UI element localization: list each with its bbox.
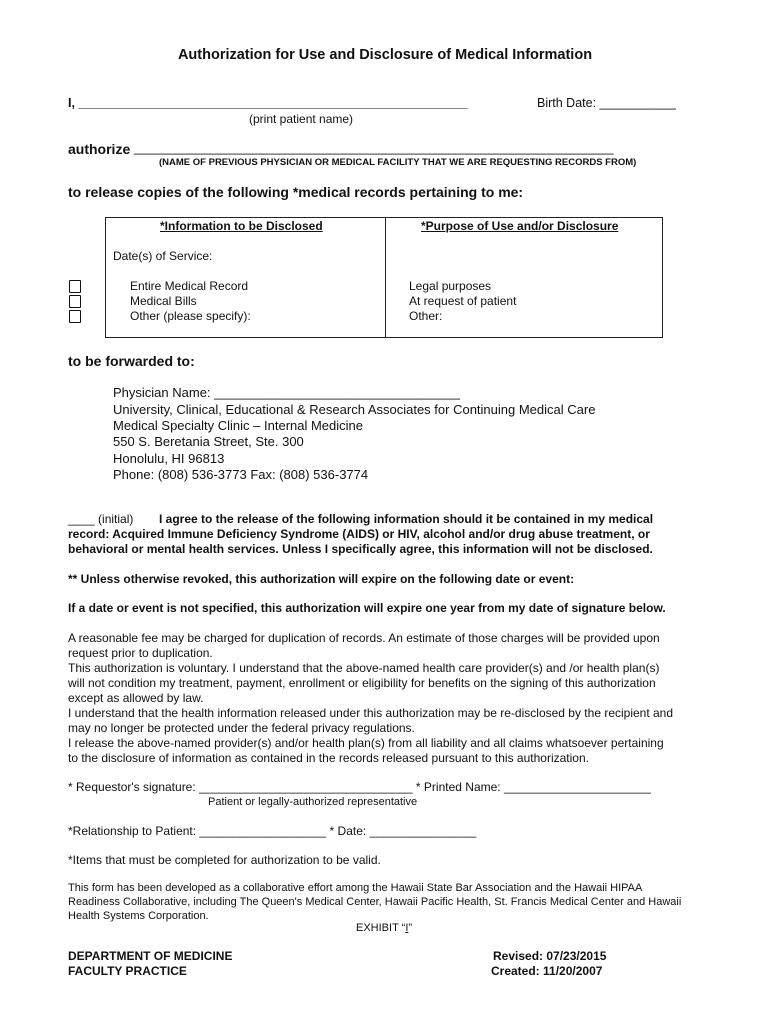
revised-date: Revised: 07/23/2015 — [493, 949, 607, 963]
address-line-city: Honolulu, HI 96813 — [113, 451, 225, 466]
relationship-date-field[interactable]: *Relationship to Patient: ___________________ * Date: ________________ — [68, 824, 477, 838]
department-line: DEPARTMENT OF MEDICINE — [68, 949, 233, 963]
release-heading: to release copies of the following *medical records pertaining to me: — [68, 184, 524, 200]
footer-note-line-3: Health Systems Corporation. — [68, 910, 209, 922]
body-line-8: I release the above-named provider(s) and/or health plan(s) from all liability and all claims whatsoever pertaining — [68, 736, 664, 750]
purpose-header: *Purpose of Use and/or Disclosure — [421, 219, 619, 233]
purpose-item-patient-request: At request of patient — [409, 294, 517, 308]
address-line-phone: Phone: (808) 536-3773 Fax: (808) 536-3774 — [113, 467, 369, 482]
birth-date-field[interactable]: Birth Date: ___________ — [537, 96, 676, 110]
body-line-1: A reasonable fee may be charged for duplication of records. An estimate of those charges will be provided upon — [68, 631, 660, 645]
body-line-2: request prior to duplication. — [68, 646, 213, 660]
body-line-7: may no longer be protected under the federal privacy regulations. — [68, 721, 415, 735]
body-line-4: will not condition my treatment, payment, enrollment or eligibility for benefits on the signing of this authorization — [68, 676, 656, 690]
purpose-item-legal: Legal purposes — [409, 279, 492, 293]
created-date: Created: 11/20/2007 — [491, 964, 603, 978]
purpose-item-other: Other: — [409, 309, 443, 323]
dates-of-service-label: Date(s) of Service: — [113, 249, 213, 263]
expire-statement: If a date or event is not specified, this authorization will expire one year from my date of signature below. — [68, 601, 666, 615]
requestor-signature-field[interactable]: * Requestor's signature: ________________________________ * Printed Name: ______________________ — [68, 780, 651, 794]
faculty-practice-line: FACULTY PRACTICE — [68, 964, 187, 978]
physician-name-field[interactable]: Physician Name: __________________________________ — [113, 385, 460, 400]
body-line-9: to the disclosure of information as contained in the records released pursuant to this authorization. — [68, 751, 589, 765]
agree-line-1: I agree to the release of the following information should it be contained in my medical — [159, 512, 654, 526]
required-items-note: *Items that must be completed for authorization to be valid. — [68, 853, 381, 867]
revoke-statement: ** Unless otherwise revoked, this authorization will expire on the following date or event: — [68, 572, 575, 586]
body-line-6: I understand that the health information released under this authorization may be re-disclosed by the recipient and — [68, 706, 674, 720]
body-line-5: except as allowed by law. — [68, 691, 204, 705]
agree-line-2: record: Acquired Immune Deficiency Syndrome (AIDS) or HIV, alcohol and/or drug abuse treatment, or — [68, 527, 650, 541]
requestor-caption: Patient or legally-authorized representative — [208, 796, 418, 808]
address-line-clinic: Medical Specialty Clinic – Internal Medicine — [113, 418, 364, 433]
exhibit-label: EXHIBIT “I” — [356, 922, 413, 934]
body-line-3: This authorization is voluntary. I understand that the above-named health care provider(s) and /or health plan(s) — [68, 661, 660, 675]
info-item-medical-bills: Medical Bills — [130, 294, 197, 308]
authorize-label: authorize — [68, 141, 131, 157]
print-patient-name-caption: (print patient name) — [249, 112, 354, 126]
info-disclosed-header: *Information to be Disclosed — [160, 219, 323, 233]
info-item-other: Other (please specify): — [130, 309, 251, 323]
footer-note-line-1: This form has been developed as a collaborative effort among the Hawaii State Bar Association and the Hawaii HIPAA — [68, 882, 643, 894]
table-divider — [385, 217, 386, 337]
checkbox-other[interactable] — [69, 310, 81, 323]
checkbox-medical-bills[interactable] — [69, 295, 81, 308]
address-line-org: University, Clinical, Educational & Research Associates for Continuing Medical Care — [113, 402, 596, 417]
forwarded-heading: to be forwarded to: — [68, 353, 195, 369]
patient-name-field[interactable]: I, ________________________________________________________ — [68, 96, 468, 110]
info-item-entire-record: Entire Medical Record — [130, 279, 249, 293]
footer-note-line-2: Readiness Collaborative, including The Queen's Medical Center, Hawaii Pacific Health, St. Francis Medical Center and Hawaii — [68, 896, 682, 908]
physician-facility-field[interactable]: _____________________________________________________________________ — [134, 141, 614, 155]
address-line-street: 550 S. Beretania Street, Ste. 300 — [113, 434, 304, 449]
agree-line-3: behavioral or mental health services. Unless I specifically agree, this information will not be disclosed. — [68, 542, 653, 556]
document-title: Authorization for Use and Disclosure of Medical Information — [177, 47, 593, 63]
initial-field[interactable]: ____ (initial) — [68, 512, 134, 526]
physician-facility-caption: (NAME OF PREVIOUS PHYSICIAN OR MEDICAL FACILITY THAT WE ARE REQUESTING RECORDS FROM) — [159, 157, 637, 168]
checkbox-entire-medical-record[interactable] — [69, 280, 81, 293]
